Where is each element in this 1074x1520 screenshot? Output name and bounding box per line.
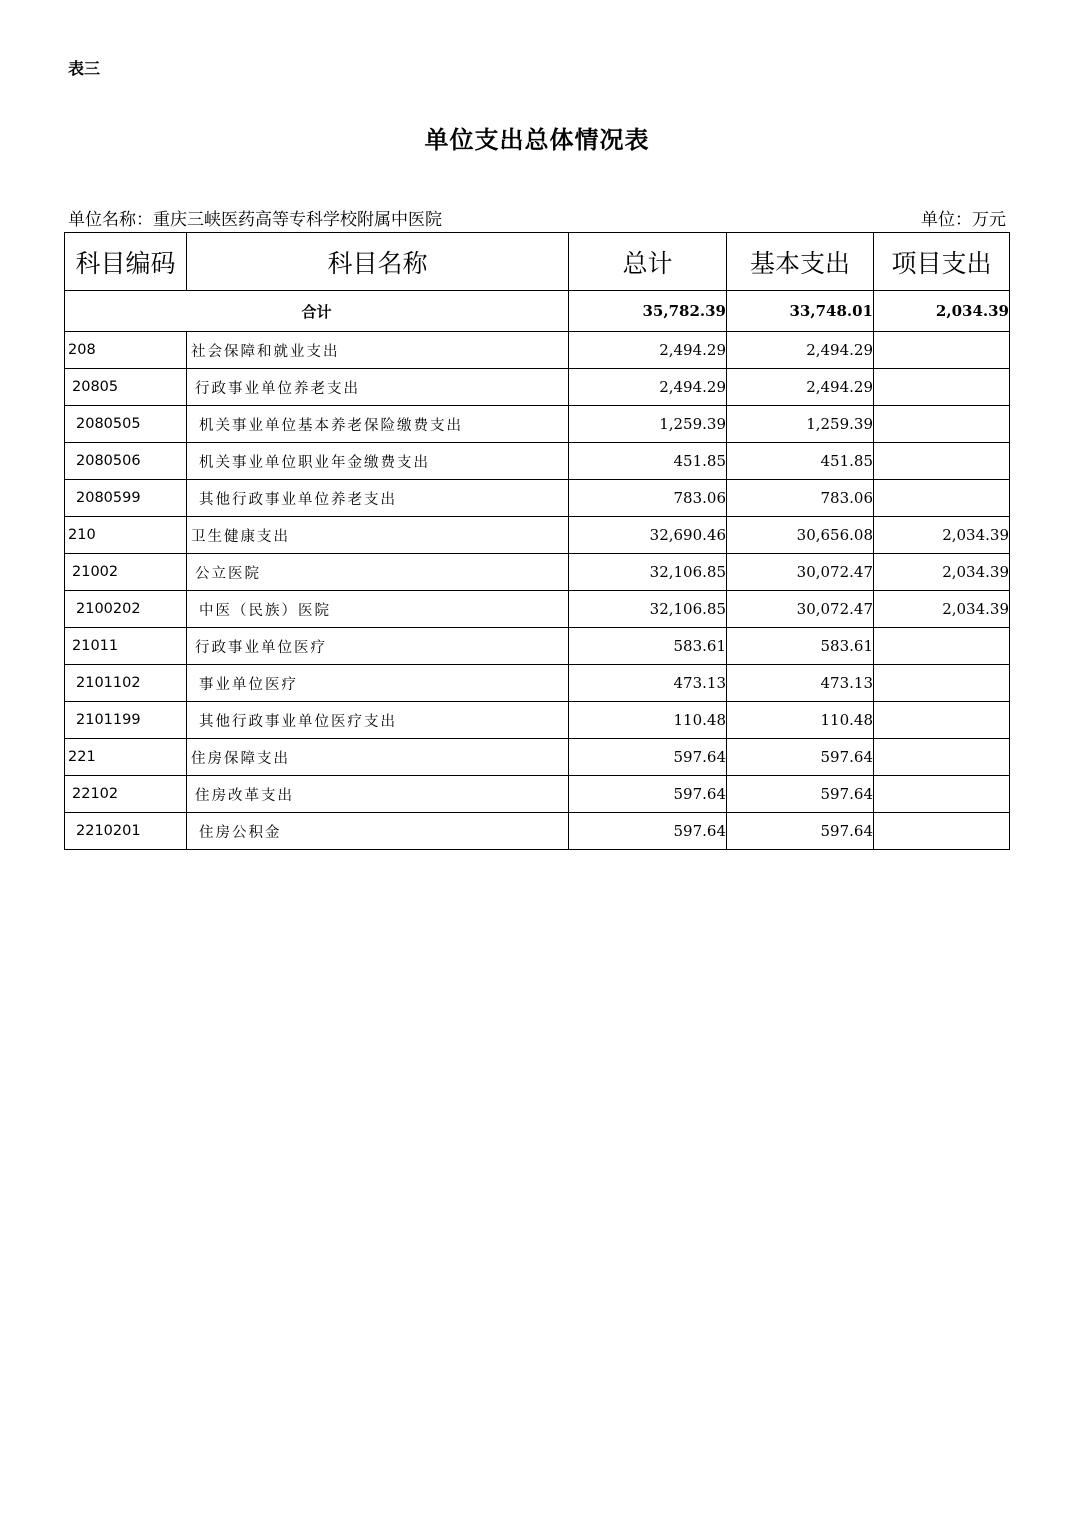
row-total: 473.13 — [569, 665, 727, 702]
row-total: 110.48 — [569, 702, 727, 739]
row-project — [874, 813, 1010, 850]
row-total: 32,106.85 — [569, 554, 727, 591]
row-basic: 473.13 — [727, 665, 874, 702]
row-total: 451.85 — [569, 443, 727, 480]
row-code: 21011 — [65, 628, 187, 665]
row-basic: 2,494.29 — [727, 369, 874, 406]
row-project — [874, 369, 1010, 406]
row-project — [874, 739, 1010, 776]
unit-name: 单位名称：重庆三峡医药高等专科学校附属中医院 — [68, 210, 442, 230]
row-name: 住房改革支出 — [187, 776, 569, 813]
summary-row — [65, 291, 1010, 332]
row-basic: 597.64 — [727, 739, 874, 776]
row-name: 机关事业单位基本养老保险缴费支出 — [187, 406, 569, 443]
row-code: 2100202 — [65, 591, 187, 628]
table-row — [65, 332, 1010, 369]
page-title: 单位支出总体情况表 — [424, 125, 650, 154]
table-row — [65, 480, 1010, 517]
row-basic: 1,259.39 — [727, 406, 874, 443]
row-project — [874, 332, 1010, 369]
row-name: 其他行政事业单位养老支出 — [187, 480, 569, 517]
table-row — [65, 665, 1010, 702]
table-row — [65, 443, 1010, 480]
row-project: 2,034.39 — [874, 591, 1010, 628]
table-row — [65, 739, 1010, 776]
row-basic: 783.06 — [727, 480, 874, 517]
summary-project: 2,034.39 — [874, 291, 1010, 332]
row-project — [874, 776, 1010, 813]
row-project — [874, 665, 1010, 702]
header-basic: 基本支出 — [727, 233, 874, 291]
summary-label: 合计 — [65, 291, 569, 332]
header-total: 总计 — [569, 233, 727, 291]
header-code: 科目编码 — [65, 233, 187, 291]
row-basic: 30,072.47 — [727, 591, 874, 628]
table-row — [65, 776, 1010, 813]
table-row — [65, 591, 1010, 628]
row-total: 32,106.85 — [569, 591, 727, 628]
row-total: 597.64 — [569, 776, 727, 813]
expenditure-table — [64, 232, 1010, 850]
row-name: 住房保障支出 — [187, 739, 569, 776]
unit-measure: 单位：万元 — [921, 210, 1006, 230]
header-name: 科目名称 — [187, 233, 569, 291]
summary-total: 35,782.39 — [569, 291, 727, 332]
table-row — [65, 554, 1010, 591]
row-project: 2,034.39 — [874, 554, 1010, 591]
header-project: 项目支出 — [874, 233, 1010, 291]
row-project — [874, 702, 1010, 739]
row-code: 2210201 — [65, 813, 187, 850]
row-basic: 597.64 — [727, 813, 874, 850]
row-code: 221 — [65, 739, 187, 776]
row-code: 2101102 — [65, 665, 187, 702]
table-row — [65, 406, 1010, 443]
row-code: 2080506 — [65, 443, 187, 480]
row-code: 2101199 — [65, 702, 187, 739]
table-label: 表三 — [68, 59, 101, 78]
row-name: 行政事业单位医疗 — [187, 628, 569, 665]
row-code: 20805 — [65, 369, 187, 406]
row-name: 事业单位医疗 — [187, 665, 569, 702]
row-total: 32,690.46 — [569, 517, 727, 554]
row-name: 其他行政事业单位医疗支出 — [187, 702, 569, 739]
row-project: 2,034.39 — [874, 517, 1010, 554]
row-total: 597.64 — [569, 813, 727, 850]
row-name: 行政事业单位养老支出 — [187, 369, 569, 406]
row-basic: 30,072.47 — [727, 554, 874, 591]
row-basic: 597.64 — [727, 776, 874, 813]
row-total: 783.06 — [569, 480, 727, 517]
row-project — [874, 406, 1010, 443]
row-total: 2,494.29 — [569, 332, 727, 369]
row-name: 住房公积金 — [187, 813, 569, 850]
row-code: 2080505 — [65, 406, 187, 443]
row-project — [874, 628, 1010, 665]
table-row — [65, 702, 1010, 739]
row-code: 21002 — [65, 554, 187, 591]
row-code: 2080599 — [65, 480, 187, 517]
summary-basic: 33,748.01 — [727, 291, 874, 332]
row-code: 22102 — [65, 776, 187, 813]
row-code: 210 — [65, 517, 187, 554]
row-project — [874, 443, 1010, 480]
row-name: 公立医院 — [187, 554, 569, 591]
row-project — [874, 480, 1010, 517]
header-row — [65, 233, 1010, 291]
row-total: 583.61 — [569, 628, 727, 665]
row-total: 597.64 — [569, 739, 727, 776]
table-row — [65, 369, 1010, 406]
row-total: 2,494.29 — [569, 369, 727, 406]
row-code: 208 — [65, 332, 187, 369]
row-name: 社会保障和就业支出 — [187, 332, 569, 369]
table-row — [65, 813, 1010, 850]
table-row — [65, 517, 1010, 554]
table-row — [65, 628, 1010, 665]
row-basic: 2,494.29 — [727, 332, 874, 369]
row-basic: 110.48 — [727, 702, 874, 739]
row-name: 机关事业单位职业年金缴费支出 — [187, 443, 569, 480]
row-total: 1,259.39 — [569, 406, 727, 443]
row-basic: 30,656.08 — [727, 517, 874, 554]
row-name: 中医（民族）医院 — [187, 591, 569, 628]
row-basic: 451.85 — [727, 443, 874, 480]
row-basic: 583.61 — [727, 628, 874, 665]
row-name: 卫生健康支出 — [187, 517, 569, 554]
